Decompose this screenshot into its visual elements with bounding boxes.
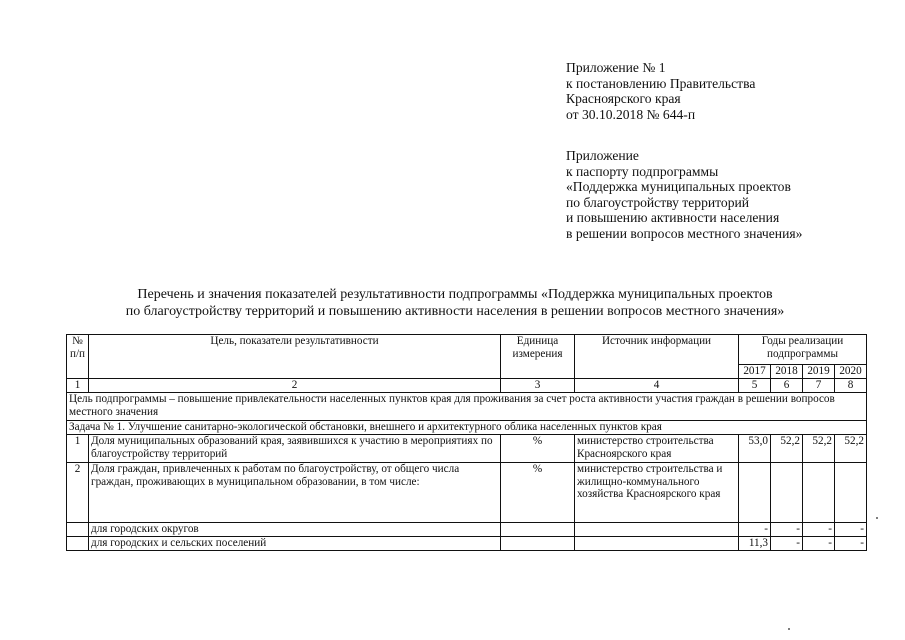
header-year: 2018 [771,365,803,379]
appendix-2-heading [566,148,802,242]
row-value [771,463,803,523]
row-indicator: для городских и сельских поселений [89,537,501,551]
header-year: 2020 [835,365,867,379]
row-value [835,463,867,523]
row-value [803,463,835,523]
column-number: 4 [575,379,739,393]
table-row [67,537,867,551]
row-value: 52,2 [835,435,867,463]
appendix-2-line: по благоустройству территорий [566,194,750,210]
header-goal: Цель, показатели результативности [89,335,501,379]
indicators-table [66,334,867,551]
column-number: 5 [739,379,771,393]
row-source [575,537,739,551]
row-unit [501,537,575,551]
scan-speck [876,517,878,519]
header-year: 2017 [739,365,771,379]
row-num: 1 [67,435,89,463]
table-row [67,435,867,463]
table-row [67,463,867,523]
row-unit: % [501,435,575,463]
row-value: - [771,523,803,537]
column-number: 8 [835,379,867,393]
appendix-2-line: «Поддержка муниципальных проектов [566,179,791,195]
row-value: - [771,537,803,551]
row-value: - [803,537,835,551]
row-num: 2 [67,463,89,523]
column-number: 3 [501,379,575,393]
row-value: 11,3 [739,537,771,551]
document-title [40,286,870,320]
row-source: министерство строительства Красноярского края [575,435,739,463]
appendix-1-line: Красноярского края [566,91,681,107]
appendix-2-line: Приложение [566,148,639,163]
column-number: 2 [89,379,501,393]
appendix-1-line: Приложение № 1 [566,60,666,75]
header-years-group: Годы реализации подпрограммы [739,335,867,365]
document-title-line: по благоустройству территорий и повышению активности населения в решении вопросов местного значения» [125,304,785,319]
table-row [67,523,867,537]
row-value [739,463,771,523]
row-value: - [835,523,867,537]
appendix-2-line: к паспорту подпрограммы [566,163,719,179]
document-title-line: Перечень и значения показателей результативности подпрограммы «Поддержка муниципальных проектов [137,287,773,302]
row-unit: % [501,463,575,523]
header-source: Источник информации [575,335,739,379]
column-number-row [67,379,867,393]
header-num: № п/п [67,335,89,379]
column-number: 6 [771,379,803,393]
row-indicator: Доля муниципальных образований края, заявившихся к участию в мероприятиях по благоустройству территорий [89,435,501,463]
appendix-1-line: от 30.10.2018 № 644-п [566,106,696,122]
row-num [67,537,89,551]
row-value: - [835,537,867,551]
appendix-1-line: к постановлению Правительства [566,75,756,91]
goal-row: Цель подпрограммы – повышение привлекательности населенных пунктов края для проживания за счет роста активности участия граждан в решении вопросов местного значения [67,393,867,421]
appendix-2-line: в решении вопросов местного значения» [566,225,803,241]
appendix-1-heading [566,60,755,122]
column-number: 1 [67,379,89,393]
row-value: - [739,523,771,537]
row-unit [501,523,575,537]
row-value: 52,2 [803,435,835,463]
row-num [67,523,89,537]
row-indicator: Доля граждан, привлеченных к работам по благоустройству, от общего числа граждан, проживающих в муниципальном образовании, в том числе: [89,463,501,523]
row-value: 52,2 [771,435,803,463]
header-year: 2019 [803,365,835,379]
scan-speck [788,628,790,630]
task-row: Задача № 1. Улучшение санитарно-экологической обстановки, внешнего и архитектурного облика населенных пунктов края [67,421,867,435]
header-unit: Единица измерения [501,335,575,379]
column-number: 7 [803,379,835,393]
row-source: министерство строительства и жилищно-коммунального хозяйства Красноярского края [575,463,739,523]
row-value: 53,0 [739,435,771,463]
row-source [575,523,739,537]
appendix-2-line: и повышению активности населения [566,210,780,226]
row-indicator: для городских округов [89,523,501,537]
row-value: - [803,523,835,537]
